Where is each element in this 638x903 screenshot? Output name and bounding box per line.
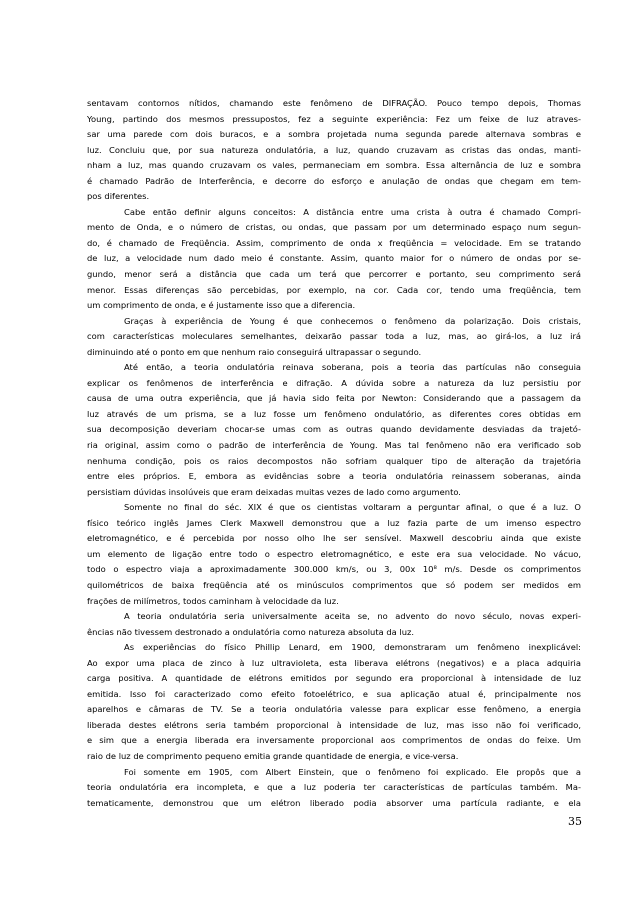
text-line: entre eles próprios. E, embora as evidências sobre a teoria ondulatória reinassem soberanas, ainda	[87, 471, 581, 482]
text-line: de luz, a velocidade num dado meio é constante. Assim, quanto maior for o número de ondas por se-	[87, 253, 581, 264]
text-line: Young, partindo dos mesmos pressupostos, fez a seguinte experiência: Fez um feixe de luz atraves-	[87, 113, 581, 124]
paragraph-first-line: Cabe então definir alguns conceitos: A distância entre uma crista à outra é chamado Compri-	[124, 206, 581, 217]
text-line: sar uma parede com dois buracos, e a sombra projetada numa segunda parede alternava sombras e	[87, 129, 581, 140]
paragraph-first-line: Graças à experiência de Young é que conhecemos o fenômeno da polarização. Dois cristais,	[124, 315, 581, 326]
text-line: um elemento de ligação entre todo o espectro eletromagnético, e este era sua velocidade. No vácuo,	[87, 548, 581, 559]
text-line: sentavam contornos nítidos, chamando este fenômeno de DIFRAÇÃO. Pouco tempo depois, Thomas	[87, 98, 581, 108]
text-line: é chamado Padrão de Interferência, e decorre do esforço e anulação de ondas que chegam em tem-	[87, 175, 581, 186]
text-line: menor. Essas diferenças são percebidas, por exemplo, na cor. Cada cor, tendo uma freqüência, tem	[87, 284, 581, 295]
text-line: luz. Concluiu que, por sua natureza ondulatória, a luz, quando cruzavam as cristas das ondas, manti-	[87, 144, 581, 155]
text-line: gundo, menor será a distância que cada um terá que percorrer e portanto, seu comprimento será	[87, 269, 581, 280]
text-line: liberada destes elétrons seria também proporcional à intensidade de luz, mas isso não foi verificado,	[87, 719, 581, 730]
text-line: persistiam dúvidas insolúveis que eram deixadas muitas vezes de lado como argumento.	[87, 486, 461, 497]
text-line: físico teórico inglês James Clerk Maxwell demonstrou que a luz fazia parte de um imenso espectro	[87, 517, 581, 528]
text-line: carga positiva. A quantidade de elétrons emitidos por segundo era proporcional à intensidade de luz	[87, 673, 581, 684]
text-line: aparelhos e câmaras de TV. Se a teoria ondulatória valesse para explicar esse fenômeno, a energia	[87, 704, 581, 715]
text-line: ria original, assim como o padrão de interferência de Young. Mas tal fenômeno não era verificado sob	[87, 440, 581, 451]
text-line: sua decomposição deveriam chocar-se umas com as outras quando devidamente desviadas da trajetó-	[87, 424, 581, 435]
paragraph-first-line: Foi somente em 1905, com Albert Einstein, que o fenômeno foi explicado. Ele propôs que a	[124, 766, 581, 777]
paragraph-first-line: Somente no final do séc. XIX é que os cientistas voltaram a perguntar afinal, o que é a luz. O	[124, 502, 581, 513]
text-line: ências não tivessem destronado a ondulatória como natureza absoluta da luz.	[87, 626, 415, 637]
page-number: 35	[568, 815, 582, 828]
text-line: do, é chamado de Freqüência. Assim, comprimento de onda x freqüência = velocidade. Em se tratando	[87, 237, 581, 248]
text-line: mento de Onda, e o número de cristas, ou ondas, que passam por um determinado espaço num segun-	[87, 222, 581, 233]
paragraph-first-line: A teoria ondulatória seria universalmente aceita se, no advento do novo século, novas experi-	[124, 611, 581, 622]
text-line: Ao expor uma placa de zinco à luz ultravioleta, esta liberava elétrons (negativos) e a placa adquiria	[87, 657, 581, 668]
text-line: com características moleculares semelhantes, deixarão passar toda a luz, mas, ao girá-los, a luz irá	[87, 331, 581, 342]
body-text	[87, 96, 581, 811]
text-line: pos diferentes.	[87, 191, 150, 202]
text-line: raio de luz de comprimento pequeno emitia grande quantidade de energia, e vice-versa.	[87, 750, 459, 761]
text-line: tematicamente, demonstrou que um elétron liberado podia absorver uma partícula radiante, e ela	[87, 797, 581, 808]
text-line: teoria ondulatória era incompleta, e que a luz poderia ter características de partículas também. Ma-	[87, 782, 581, 793]
text-line: luz através de um prisma, se a luz fosse um fenômeno ondulatório, as diferentes cores obtidas em	[87, 408, 581, 419]
text-line: um comprimento de onda, e é justamente isso que a diferencia.	[87, 300, 356, 311]
text-line: diminuindo até o ponto em que nenhum raio conseguirá ultrapassar o segundo.	[87, 346, 422, 357]
text-line: quilométricos de baixa freqüência até os minúsculos comprimentos que só podem ser medidos em	[87, 579, 581, 590]
text-line: nenhuma condição, pois os raios decompostos não sofriam qualquer tipo de alteração da trajetória	[87, 455, 581, 466]
text-line: nham a luz, mas quando cruzavam os vales, permaneciam em sombra. Essa alternância de luz e sombra	[87, 160, 581, 171]
text-line: eletromagnético, e é percebida por nosso olho lhe ser sensível. Maxwell descobriu ainda que existe	[87, 533, 581, 544]
text-line: causa de uma outra experiência, que já havia sido feita por Newton: Considerando que a passagem da	[87, 393, 581, 404]
text-line: frações de milímetros, todos caminham à velocidade da luz.	[87, 595, 339, 606]
text-line: emitida. Isso foi caracterizado como efeito fotoelétrico, e sua aplicação atual é, principalmente nos	[87, 688, 581, 699]
text-line: e sim que a energia liberada era inversamente proporcional aos comprimentos de ondas do feixe. Um	[87, 735, 581, 746]
paragraph-first-line: As experiências do físico Phillip Lenard, em 1900, demonstraram um fenômeno inexplicável:	[124, 642, 581, 653]
text-line: explicar os fenômenos de interferência e difração. A dúvida sobre a natureza da luz persistiu por	[87, 377, 581, 388]
text-line: todo o espectro viaja a aproximadamente 300.000 km/s, ou 3, 00x 10⁸ m/s. Desde os comprimentos	[87, 564, 581, 575]
paragraph-first-line: Até então, a teoria ondulatória reinava soberana, pois a teoria das partículas não conseguia	[124, 362, 581, 373]
